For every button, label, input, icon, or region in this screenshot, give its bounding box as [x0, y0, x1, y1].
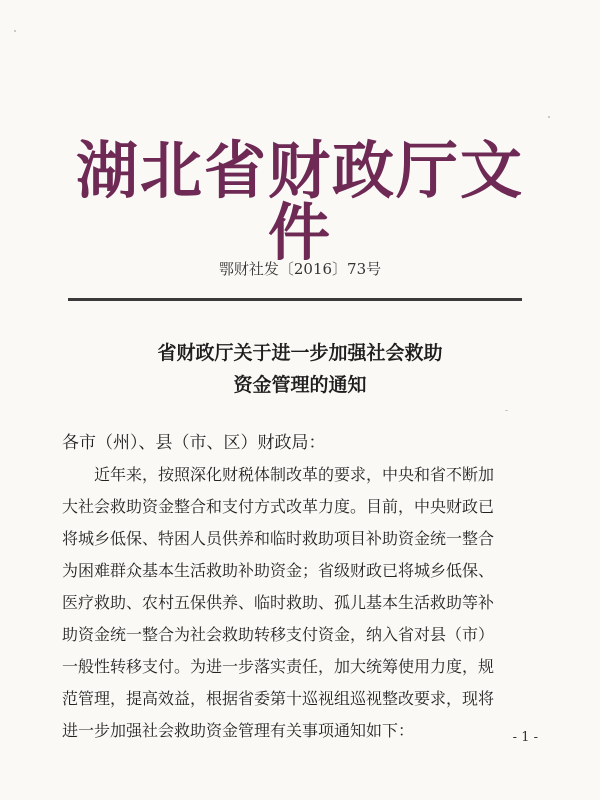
notice-title-line-2: 资金管理的通知 — [233, 374, 367, 396]
scan-speck — [548, 116, 550, 118]
notice-title-line-1: 省财政厅关于进一步加强社会救助 — [157, 342, 443, 364]
recipient-line: 各市（州）、县（市、区）财政局： — [62, 433, 326, 453]
body-line-9: 进一步加强社会救助资金管理有关事项通知如下： — [62, 721, 415, 740]
body-line-1: 近年来，按照深化财税体制改革的要求，中央和省不断加 — [94, 465, 495, 484]
body-line-2: 大社会救助资金整合和支付方式改革力度。目前，中央财政已 — [62, 497, 495, 516]
scan-speck — [505, 410, 508, 411]
notice-title — [0, 337, 600, 401]
body-line-3: 将城乡低保、特困人员供养和临时救助项目补助资金统一整合 — [62, 529, 495, 548]
body-line-8: 范管理，提高效益，根据省委第十巡视组巡视整改要求，现将 — [62, 689, 495, 708]
document-number: 鄂财社发〔2016〕73号 — [218, 260, 382, 278]
body-line-6: 助资金统一整合为社会救助转移支付资金，纳入省对县（市） — [62, 625, 495, 644]
header-divider — [68, 298, 522, 301]
document-header-title: 湖北省财政厅文件 — [75, 134, 524, 269]
page-number: - 1 - — [512, 730, 538, 745]
body-line-4: 为困难群众基本生活救助补助资金；省级财政已将城乡低保、 — [62, 561, 495, 580]
scan-speck — [14, 30, 16, 32]
body-line-5: 医疗救助、农村五保供养、临时救助、孤儿基本生活救助等补 — [62, 593, 495, 612]
body-line-7: 一般性转移支付。为进一步落实责任，加大统筹使用力度，规 — [62, 657, 495, 676]
